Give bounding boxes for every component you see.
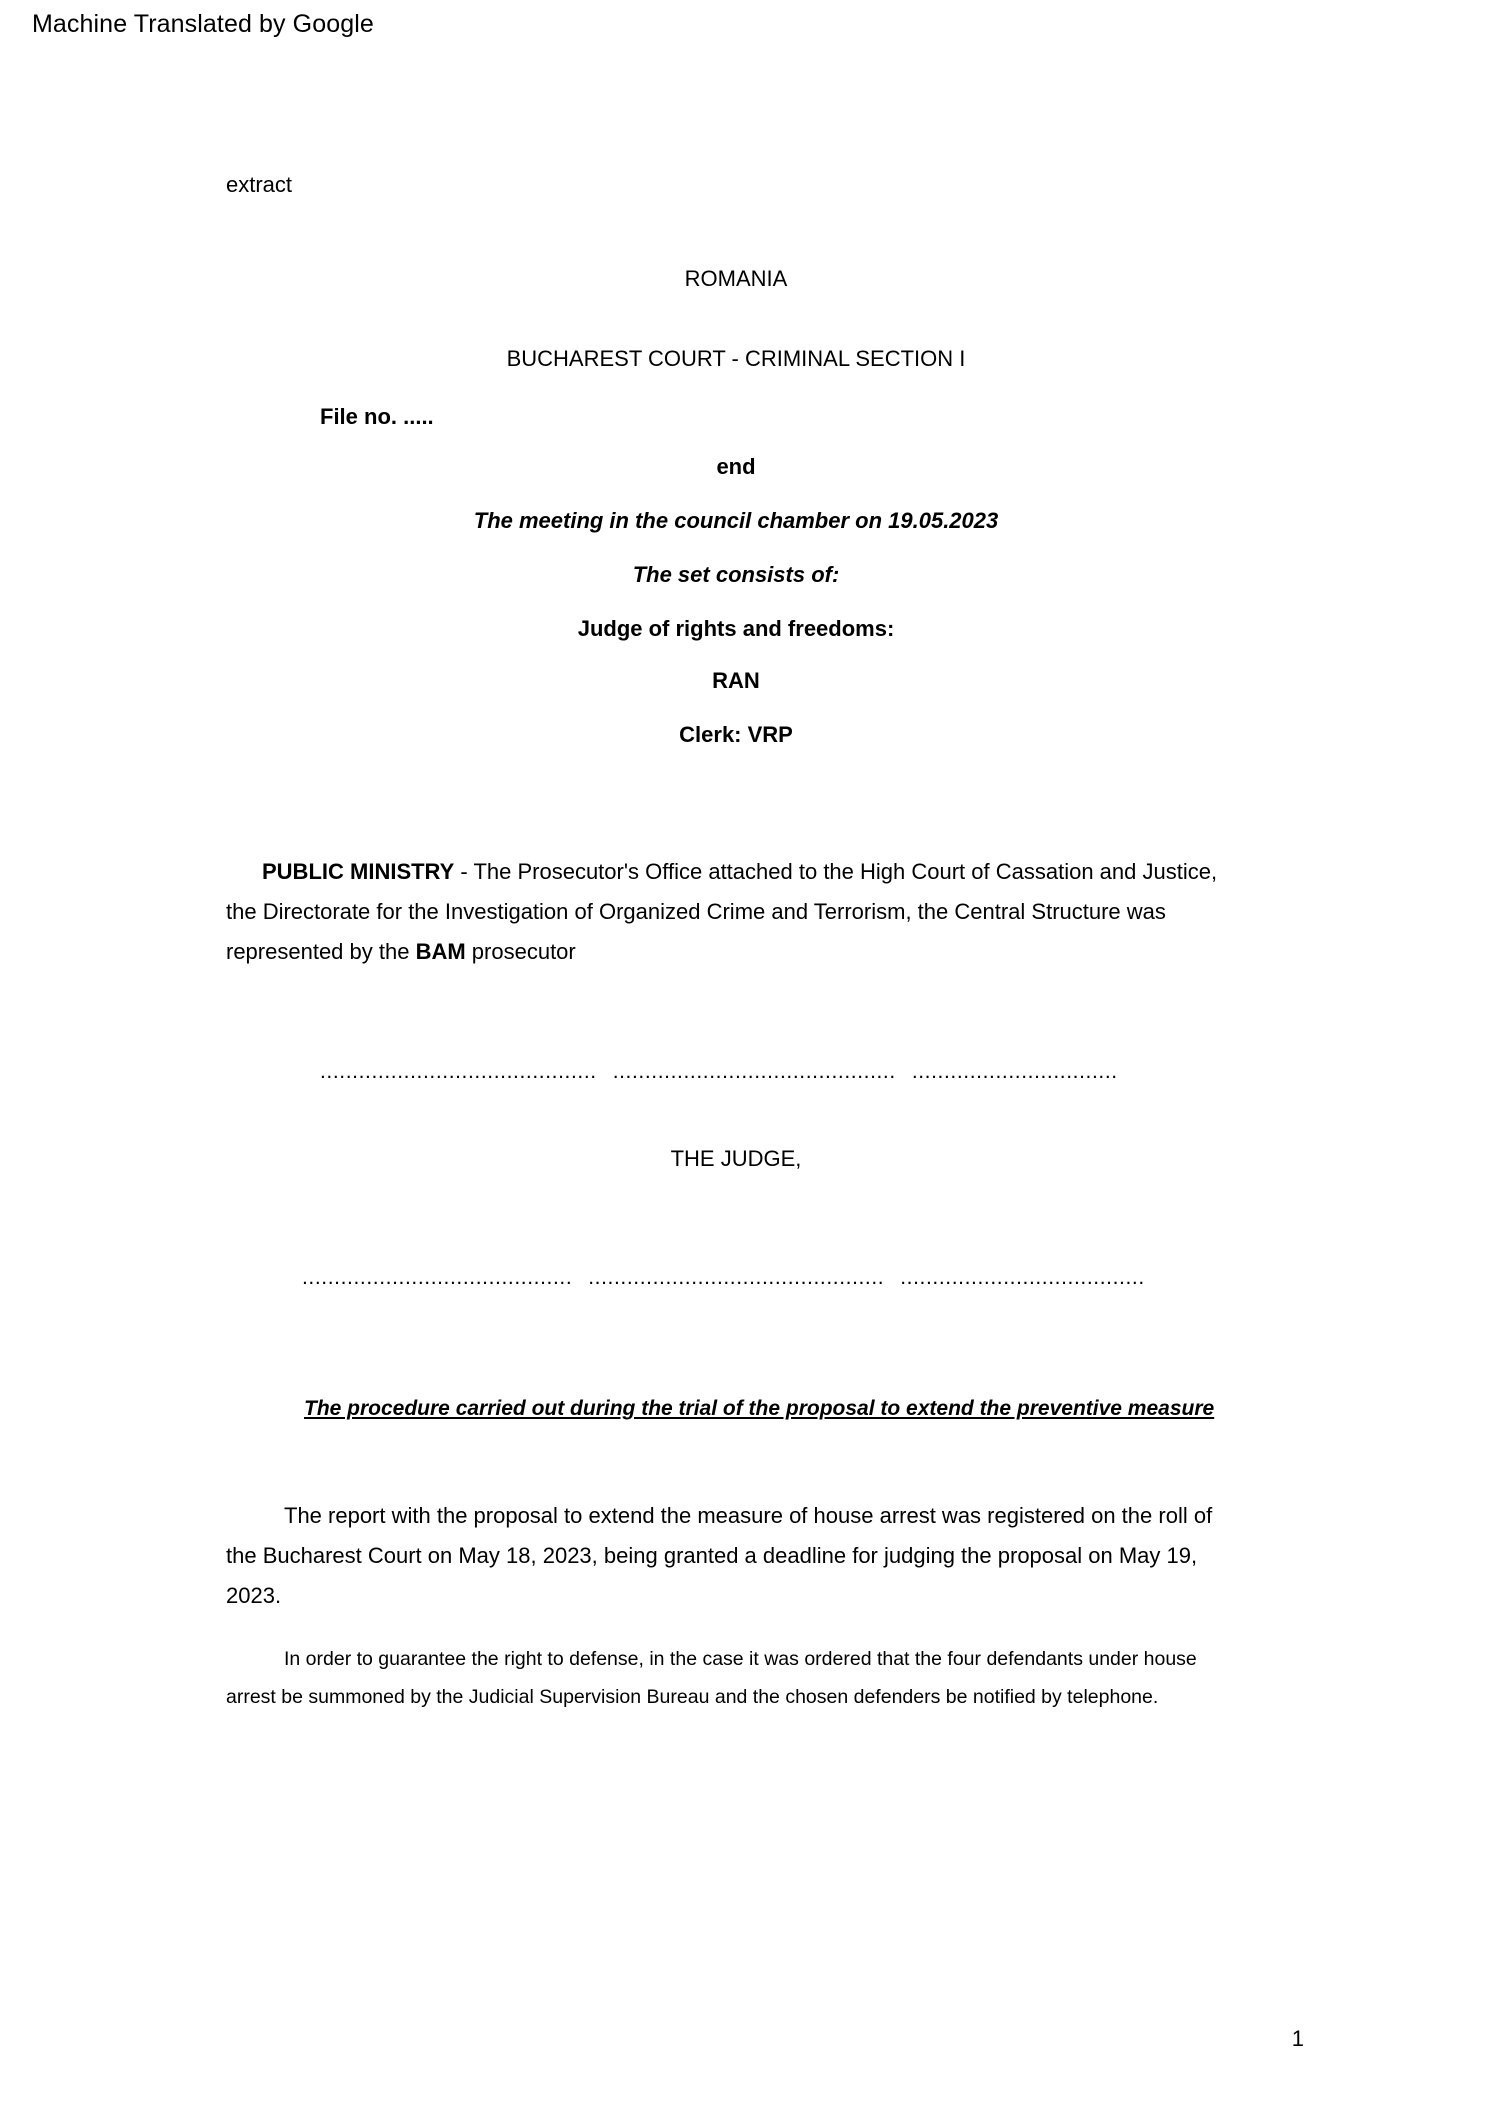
machine-translation-banner: Machine Translated by Google [32,10,374,38]
country-heading: ROMANIA [684,266,788,291]
judge-name: RAN [712,668,760,693]
public-ministry-text-tail: prosecutor [465,939,576,964]
dotted-segment: ................................ [911,1060,1118,1083]
meeting-line: The meeting in the council chamber on 19.05.2023 [473,508,999,533]
signature-rule-row-bottom [302,1264,1246,1292]
body-paragraph-1: The report with the proposal to extend the measure of house arrest was registered on the roll of the Bucharest Court on May 18, 2023, being granted a deadline for judging the proposal on May 19, 2023. [226,1503,1213,1608]
decision-word: end [716,454,756,479]
dotted-segment: ...................................... [900,1266,1145,1289]
panel-intro: The set consists of: [632,562,840,587]
prosecutor-initials: BAM [415,939,466,964]
dotted-segment: .......................................... [302,1266,573,1289]
document-body [226,170,1246,1716]
dotted-segment: ............................................ [612,1060,896,1083]
dotted-segment: ........................................... [320,1060,597,1083]
file-number: File no. ..... [320,404,434,429]
court-heading: BUCHAREST COURT - CRIMINAL SECTION I [506,346,966,371]
clerk-name: Clerk: VRP [679,722,793,747]
extract-label: extract [226,172,293,197]
body-paragraph-2: In order to guarantee the right to defense, in the case it was ordered that the four defendants under house arrest be summoned by the Judicial Supervision Bureau and the chosen defenders be notified by telephone. [226,1648,1197,1708]
the-judge-label: THE JUDGE, [670,1146,802,1171]
public-ministry-label: PUBLIC MINISTRY [262,859,455,884]
judge-role: Judge of rights and freedoms: [577,616,895,641]
dotted-segment: .............................................. [588,1266,885,1289]
public-ministry-paragraph [226,852,1246,972]
procedure-section-heading: The procedure carried out during the trial of the proposal to extend the preventive measure [304,1397,1215,1420]
signature-rule-row-top [320,1058,1246,1086]
public-ministry-text: - The Prosecutor's Office attached to the High Court of Cassation and Justice, the Directorate for the Investigation of Organized Crime and Terrorism, the Central Structure was represented by the [226,859,1218,964]
page-number: 1 [1291,2026,1304,2051]
